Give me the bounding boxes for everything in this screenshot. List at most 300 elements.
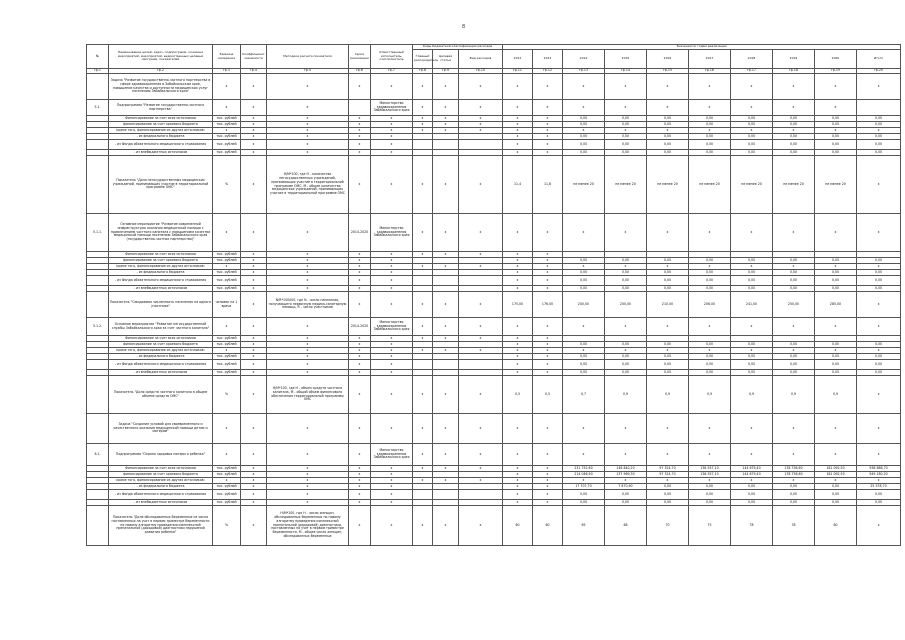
- table-cell: 0,00: [689, 370, 731, 376]
- table-cell: 11,4: [503, 156, 533, 214]
- table-cell: тыс. рублей: [213, 122, 241, 128]
- table-cell: x: [213, 318, 241, 336]
- table-cell: 0,00: [815, 360, 857, 370]
- table-cell: 0,00: [731, 370, 773, 376]
- table-cell: 0,9: [605, 376, 647, 414]
- table-cell: - из внебюджетных источников: [109, 370, 213, 376]
- table-cell: x: [459, 318, 503, 336]
- table-cell: x: [689, 318, 731, 336]
- table-cell: тыс. рублей: [213, 336, 241, 342]
- header-cs: Целевая статья: [433, 50, 459, 69]
- table-cell: x: [563, 100, 605, 116]
- header-budget-group: Коды бюджетной классификации расходов: [413, 45, 503, 50]
- table-cell: тыс. рублей: [213, 270, 241, 276]
- table-cell: 25 578,70: [857, 484, 901, 490]
- table-cell: тыс. рублей: [213, 140, 241, 150]
- table-cell: Показатель "Доля средств частного капитала в общем объеме средств ОМС": [109, 376, 213, 414]
- table-cell: x: [773, 478, 815, 484]
- table-cell: 138 557,10: [689, 472, 731, 478]
- table-cell: x: [267, 342, 349, 348]
- table-cell: [87, 74, 109, 100]
- table-cell: - из федерального бюджета: [109, 354, 213, 360]
- table-cell: x: [857, 478, 901, 484]
- table-cell: x: [241, 264, 267, 270]
- table-cell: 0,00: [857, 490, 901, 500]
- table-cell: x: [349, 270, 371, 276]
- table-cell: x: [413, 122, 433, 128]
- table-cell: x: [533, 140, 563, 150]
- table-cell: x: [533, 466, 563, 472]
- table-cell: 0,00: [773, 140, 815, 150]
- table-cell: тыс. рублей: [213, 150, 241, 156]
- table-cell: 0,00: [731, 258, 773, 264]
- table-cell: 181 092,50: [815, 472, 857, 478]
- table-cell: 178 756,60: [773, 472, 815, 478]
- table-cell: x: [731, 444, 773, 466]
- table-cell: 0,00: [647, 354, 689, 360]
- table-cell: x: [413, 336, 433, 342]
- table-cell: x: [413, 264, 433, 270]
- table-cell: x: [433, 128, 459, 134]
- table-cell: [433, 360, 459, 370]
- table-cell: x: [413, 156, 433, 214]
- table-cell: x: [563, 444, 605, 466]
- table-cell: 0,00: [605, 286, 647, 292]
- table-cell: x: [241, 360, 267, 370]
- table-cell: x: [433, 74, 459, 100]
- table-cell: x: [503, 354, 533, 360]
- table-cell: 0,00: [689, 286, 731, 292]
- table-cell: x: [857, 74, 901, 100]
- table-cell: x: [413, 100, 433, 116]
- table-cell: x: [267, 354, 349, 360]
- table-cell: x: [267, 360, 349, 370]
- table-row: [87, 414, 901, 444]
- table-cell: x: [371, 348, 413, 354]
- table-cell: x: [533, 484, 563, 490]
- table-cell: x: [647, 444, 689, 466]
- table-cell: финансирование за счет краевого бюджета: [109, 258, 213, 264]
- header-year: 2017: [689, 50, 731, 69]
- table-cell: x: [371, 478, 413, 484]
- table-cell: 0,00: [773, 134, 815, 140]
- table-cell: 0,00: [647, 276, 689, 286]
- table-cell: x: [503, 276, 533, 286]
- table-cell: 0,00: [605, 270, 647, 276]
- table-cell: 0,00: [605, 276, 647, 286]
- table-cell: 0,00: [605, 116, 647, 122]
- table-cell: 11,8: [533, 156, 563, 214]
- table-cell: x: [371, 270, 413, 276]
- table-cell: 65: [563, 506, 605, 546]
- table-cell: 0,7: [563, 376, 605, 414]
- table-cell: 97 324,70: [647, 472, 689, 478]
- table-cell: 0,00: [563, 500, 605, 506]
- table-cell: Министерство здравоохранения Забайкальского края: [371, 214, 413, 252]
- table-cell: x: [433, 122, 459, 128]
- table-cell: x: [413, 414, 433, 444]
- table-cell: x: [815, 348, 857, 354]
- column-number: гр.13: [563, 69, 605, 74]
- table-cell: Н/М*100, где Н - объем средств частного капитала, М - общий объем финансового обеспечения территориальной программы ОМС: [267, 376, 349, 414]
- table-cell: x: [459, 478, 503, 484]
- table-cell: x: [533, 276, 563, 286]
- table-cell: 0,00: [731, 276, 773, 286]
- table-cell: не менее 20: [689, 156, 731, 214]
- table-cell: 5.1.: [87, 100, 109, 116]
- table-row: [87, 214, 901, 252]
- table-cell: x: [689, 444, 731, 466]
- table-cell: x: [503, 264, 533, 270]
- table-cell: x: [731, 214, 773, 252]
- table-cell: 0,00: [689, 150, 731, 156]
- table-cell: x: [433, 348, 459, 354]
- table-cell: x: [371, 354, 413, 360]
- table-cell: 0,00: [731, 286, 773, 292]
- table-cell: 0,00: [689, 276, 731, 286]
- table-cell: 0,00: [731, 150, 773, 156]
- table-cell: x: [533, 490, 563, 500]
- header-total: Итого: [857, 50, 901, 69]
- table-cell: x: [605, 414, 647, 444]
- table-cell: финансирование за счет краевого бюджета: [109, 122, 213, 128]
- header-responsible: Ответственный исполнитель, соисполнитель: [371, 45, 413, 69]
- header-period: Сроки реализации: [349, 45, 371, 69]
- table-cell: 0,00: [605, 342, 647, 348]
- table-cell: x: [349, 500, 371, 506]
- table-cell: x: [241, 276, 267, 286]
- table-cell: x: [815, 478, 857, 484]
- table-cell: 0,00: [563, 270, 605, 276]
- table-cell: [87, 276, 109, 286]
- table-cell: x: [349, 116, 371, 122]
- table-cell: x: [267, 258, 349, 264]
- table-cell: 0,00: [773, 360, 815, 370]
- table-cell: Н/М*100, где Н - количество негосударственных учреждений, принимающих участие в территориальной программе ОМС, М - общее количество медицинских учреждений, принимающих участие в территориальной программе ОМС: [267, 156, 349, 214]
- table-cell: x: [459, 444, 503, 466]
- table-cell: x: [503, 258, 533, 264]
- table-cell: финансирование за счет краевого бюджета: [109, 342, 213, 348]
- table-cell: - из Фонда обязательного медицинского страхования: [109, 490, 213, 500]
- table-cell: Задача "Создание условий для своевременного и качественного оказания медицинской помощи детям и матерям": [109, 414, 213, 444]
- table-cell: x: [267, 214, 349, 252]
- table-cell: x: [433, 292, 459, 318]
- table-cell: x: [349, 414, 371, 444]
- program-table: [86, 44, 901, 546]
- table-cell: x: [459, 156, 503, 214]
- table-cell: x: [371, 370, 413, 376]
- table-cell: x: [267, 472, 349, 478]
- table-cell: x: [533, 258, 563, 264]
- table-cell: 97 324,70: [647, 466, 689, 472]
- header-grbs: Главный распорядитель: [413, 50, 433, 69]
- table-cell: x: [731, 100, 773, 116]
- table-cell: %: [213, 376, 241, 414]
- table-cell: x: [349, 342, 371, 348]
- table-cell: x: [503, 336, 533, 342]
- table-cell: 0,00: [647, 342, 689, 348]
- table-cell: x: [241, 414, 267, 444]
- table-cell: x: [213, 100, 241, 116]
- table-cell: x: [433, 336, 459, 342]
- table-body: [87, 74, 901, 546]
- table-cell: x: [533, 100, 563, 116]
- header-unit: Единица измерения: [213, 45, 241, 69]
- table-cell: 0,00: [773, 484, 815, 490]
- table-cell: x: [371, 286, 413, 292]
- table-cell: - из внебюджетных источников: [109, 500, 213, 506]
- column-number: гр.20: [857, 69, 901, 74]
- table-cell: 0,5: [533, 376, 563, 414]
- column-number: гр.5: [267, 69, 349, 74]
- table-cell: x: [459, 264, 503, 270]
- table-cell: x: [241, 252, 267, 258]
- header-values-group: Значения по годам реализации: [503, 45, 901, 50]
- table-cell: x: [241, 128, 267, 134]
- column-number: гр.12: [533, 69, 563, 74]
- table-cell: x: [773, 74, 815, 100]
- table-cell: x: [371, 506, 413, 546]
- table-cell: x: [533, 74, 563, 100]
- table-cell: x: [241, 318, 267, 336]
- table-cell: x: [267, 116, 349, 122]
- table-cell: не менее 20: [563, 156, 605, 214]
- table-cell: [87, 506, 109, 546]
- header-year: 2014: [563, 50, 605, 69]
- table-cell: x: [563, 414, 605, 444]
- table-cell: x: [433, 506, 459, 546]
- table-cell: x: [503, 122, 533, 128]
- table-cell: x: [371, 342, 413, 348]
- column-number: гр.15: [647, 69, 689, 74]
- table-cell: тыс. рублей: [213, 472, 241, 478]
- table-cell: x: [533, 348, 563, 354]
- header-vr: Вид расходов: [459, 50, 503, 69]
- table-cell: x: [533, 370, 563, 376]
- table-cell: x: [503, 74, 533, 100]
- table-cell: x: [267, 252, 349, 258]
- table-cell: x: [647, 74, 689, 100]
- table-cell: 0,00: [647, 140, 689, 150]
- table-cell: x: [533, 264, 563, 270]
- table-cell: x: [503, 100, 533, 116]
- table-cell: x: [241, 478, 267, 484]
- table-cell: 0,00: [647, 490, 689, 500]
- table-cell: 80: [815, 506, 857, 546]
- table-cell: тыс. рублей: [213, 134, 241, 140]
- table-cell: x: [213, 478, 241, 484]
- table-row: [87, 140, 901, 150]
- table-cell: x: [433, 478, 459, 484]
- table-cell: тыс. рублей: [213, 354, 241, 360]
- table-cell: x: [533, 150, 563, 156]
- table-cell: Показатель "Доля обследованных беременных из числа поставленных на учет в первом триместре беременности по новому алгоритму проведения комплексной пренатальной (дородовой) диагностики нарушений развития ребенка": [109, 506, 213, 546]
- table-cell: 17 707,70: [563, 484, 605, 490]
- table-cell: [857, 100, 901, 116]
- table-cell: x: [413, 74, 433, 100]
- table-cell: x: [647, 414, 689, 444]
- table-cell: x: [371, 490, 413, 500]
- table-cell: 200,00: [563, 292, 605, 318]
- table-cell: 176,00: [533, 292, 563, 318]
- table-cell: x: [213, 414, 241, 444]
- table-cell: x: [349, 258, 371, 264]
- table-cell: x: [773, 264, 815, 270]
- table-cell: 0,00: [857, 354, 901, 360]
- table-cell: 0,00: [773, 276, 815, 286]
- table-cell: 938 686,70: [857, 466, 901, 472]
- table-cell: x: [349, 252, 371, 258]
- table-cell: тыс. рублей: [213, 258, 241, 264]
- table-cell: [87, 490, 109, 500]
- table-cell: x: [815, 74, 857, 100]
- table-cell: x: [731, 318, 773, 336]
- table-cell: x: [605, 128, 647, 134]
- table-cell: x: [647, 264, 689, 270]
- table-cell: тыс. рублей: [213, 286, 241, 292]
- header-name: Наименование целей, задач, подпрограмм, основных мероприятий, мероприятий, ведомственных целевых программ, показателей: [109, 45, 213, 69]
- table-cell: 0,00: [815, 500, 857, 506]
- table-cell: [87, 360, 109, 370]
- header-pp: №: [87, 45, 109, 69]
- table-cell: x: [267, 466, 349, 472]
- table-cell: 0,00: [605, 370, 647, 376]
- table-cell: 214 046,90: [563, 472, 605, 478]
- table-cell: 60: [533, 506, 563, 546]
- table-cell: x: [267, 128, 349, 134]
- table-cell: 75: [689, 506, 731, 546]
- table-cell: 0,00: [773, 370, 815, 376]
- table-cell: 7 870,90: [605, 484, 647, 490]
- table-cell: x: [349, 360, 371, 370]
- table-cell: 0,00: [563, 370, 605, 376]
- table-cell: 2014-2020: [349, 214, 371, 252]
- table-cell: x: [241, 292, 267, 318]
- table-cell: 0,00: [857, 150, 901, 156]
- table-cell: 0,00: [689, 134, 731, 140]
- page-number: 8: [462, 24, 466, 30]
- table-cell: тыс. рублей: [213, 342, 241, 348]
- table-cell: x: [815, 444, 857, 466]
- column-number: гр.18: [773, 69, 815, 74]
- table-cell: x: [241, 506, 267, 546]
- table-cell: - из федерального бюджета: [109, 270, 213, 276]
- table-cell: x: [241, 150, 267, 156]
- table-cell: x: [459, 376, 503, 414]
- table-cell: x: [413, 116, 433, 122]
- table-cell: x: [413, 292, 433, 318]
- table-row: [87, 506, 901, 546]
- table-row: [87, 276, 901, 286]
- table-cell: тыс. рублей: [213, 252, 241, 258]
- table-cell: 0,00: [731, 134, 773, 140]
- table-cell: x: [731, 478, 773, 484]
- table-cell: 0,00: [773, 490, 815, 500]
- table-cell: не менее 20: [815, 156, 857, 214]
- table-cell: x: [503, 484, 533, 490]
- table-cell: - из федерального бюджета: [109, 134, 213, 140]
- table-cell: x: [241, 270, 267, 276]
- table-cell: x: [413, 318, 433, 336]
- table-cell: x: [241, 472, 267, 478]
- table-cell: Показатель "Доля негосударственных медицинских учреждений, принимающих участие в территориальной программе ОМС": [109, 156, 213, 214]
- table-cell: x: [503, 116, 533, 122]
- table-cell: x: [413, 252, 433, 258]
- table-cell: 0,00: [647, 150, 689, 156]
- table-cell: 0,00: [563, 150, 605, 156]
- table-row: [87, 156, 901, 214]
- table-cell: Н/М*100, где Н - число женщин, обследованных беременных по новому алгоритму проведения комплексной пренатальной (дородовой) диагностики, поставленных на учет в первом триместре беременности, М - общее число женщин, обследованных беременных: [267, 506, 349, 546]
- table-cell: 0,00: [647, 122, 689, 128]
- table-cell: x: [241, 466, 267, 472]
- table-cell: x: [605, 264, 647, 270]
- column-number: гр.3: [213, 69, 241, 74]
- table-cell: x: [267, 370, 349, 376]
- table-cell: x: [503, 500, 533, 506]
- table-cell: x: [241, 342, 267, 348]
- table-cell: x: [857, 414, 901, 444]
- column-number: гр.1: [87, 69, 109, 74]
- table-cell: x: [241, 376, 267, 414]
- table-cell: 0,00: [647, 484, 689, 490]
- table-cell: x: [857, 264, 901, 270]
- table-cell: x: [533, 444, 563, 466]
- table-cell: 210,00: [647, 292, 689, 318]
- table-cell: 0,00: [857, 286, 901, 292]
- table-cell: x: [213, 128, 241, 134]
- table-cell: x: [647, 318, 689, 336]
- table-cell: 0,00: [647, 286, 689, 292]
- table-cell: тыс. рублей: [213, 484, 241, 490]
- table-cell: 0,00: [815, 140, 857, 150]
- table-cell: 0,00: [857, 134, 901, 140]
- table-cell: x: [815, 214, 857, 252]
- table-cell: x: [857, 444, 901, 466]
- table-cell: Финансирование за счет всех источников: [109, 116, 213, 122]
- table-cell: x: [349, 292, 371, 318]
- table-cell: x: [241, 140, 267, 150]
- table-cell: x: [689, 414, 731, 444]
- table-cell: x: [605, 318, 647, 336]
- table-cell: 0,00: [647, 360, 689, 370]
- table-cell: x: [459, 466, 503, 472]
- table-cell: кроме того, финансирование из других источников:: [109, 128, 213, 134]
- table-cell: x: [459, 74, 503, 100]
- table-cell: x: [349, 484, 371, 490]
- table-cell: x: [857, 506, 901, 546]
- table-cell: x: [349, 134, 371, 140]
- table-cell: x: [349, 286, 371, 292]
- table-cell: Финансирование за счет всех источников: [109, 252, 213, 258]
- table-cell: x: [773, 348, 815, 354]
- table-cell: x: [241, 370, 267, 376]
- table-cell: x: [857, 214, 901, 252]
- table-cell: x: [459, 122, 503, 128]
- table-cell: x: [503, 150, 533, 156]
- table-cell: x: [605, 348, 647, 354]
- table-cell: 0,00: [815, 370, 857, 376]
- column-number: гр.17: [731, 69, 773, 74]
- table-cell: x: [241, 354, 267, 360]
- table-cell: x: [349, 150, 371, 156]
- table-cell: x: [371, 140, 413, 150]
- table-cell: x: [503, 360, 533, 370]
- table-cell: [413, 490, 433, 500]
- table-cell: x: [459, 348, 503, 354]
- table-cell: x: [349, 444, 371, 466]
- table-cell: x: [857, 318, 901, 336]
- table-cell: 78: [731, 506, 773, 546]
